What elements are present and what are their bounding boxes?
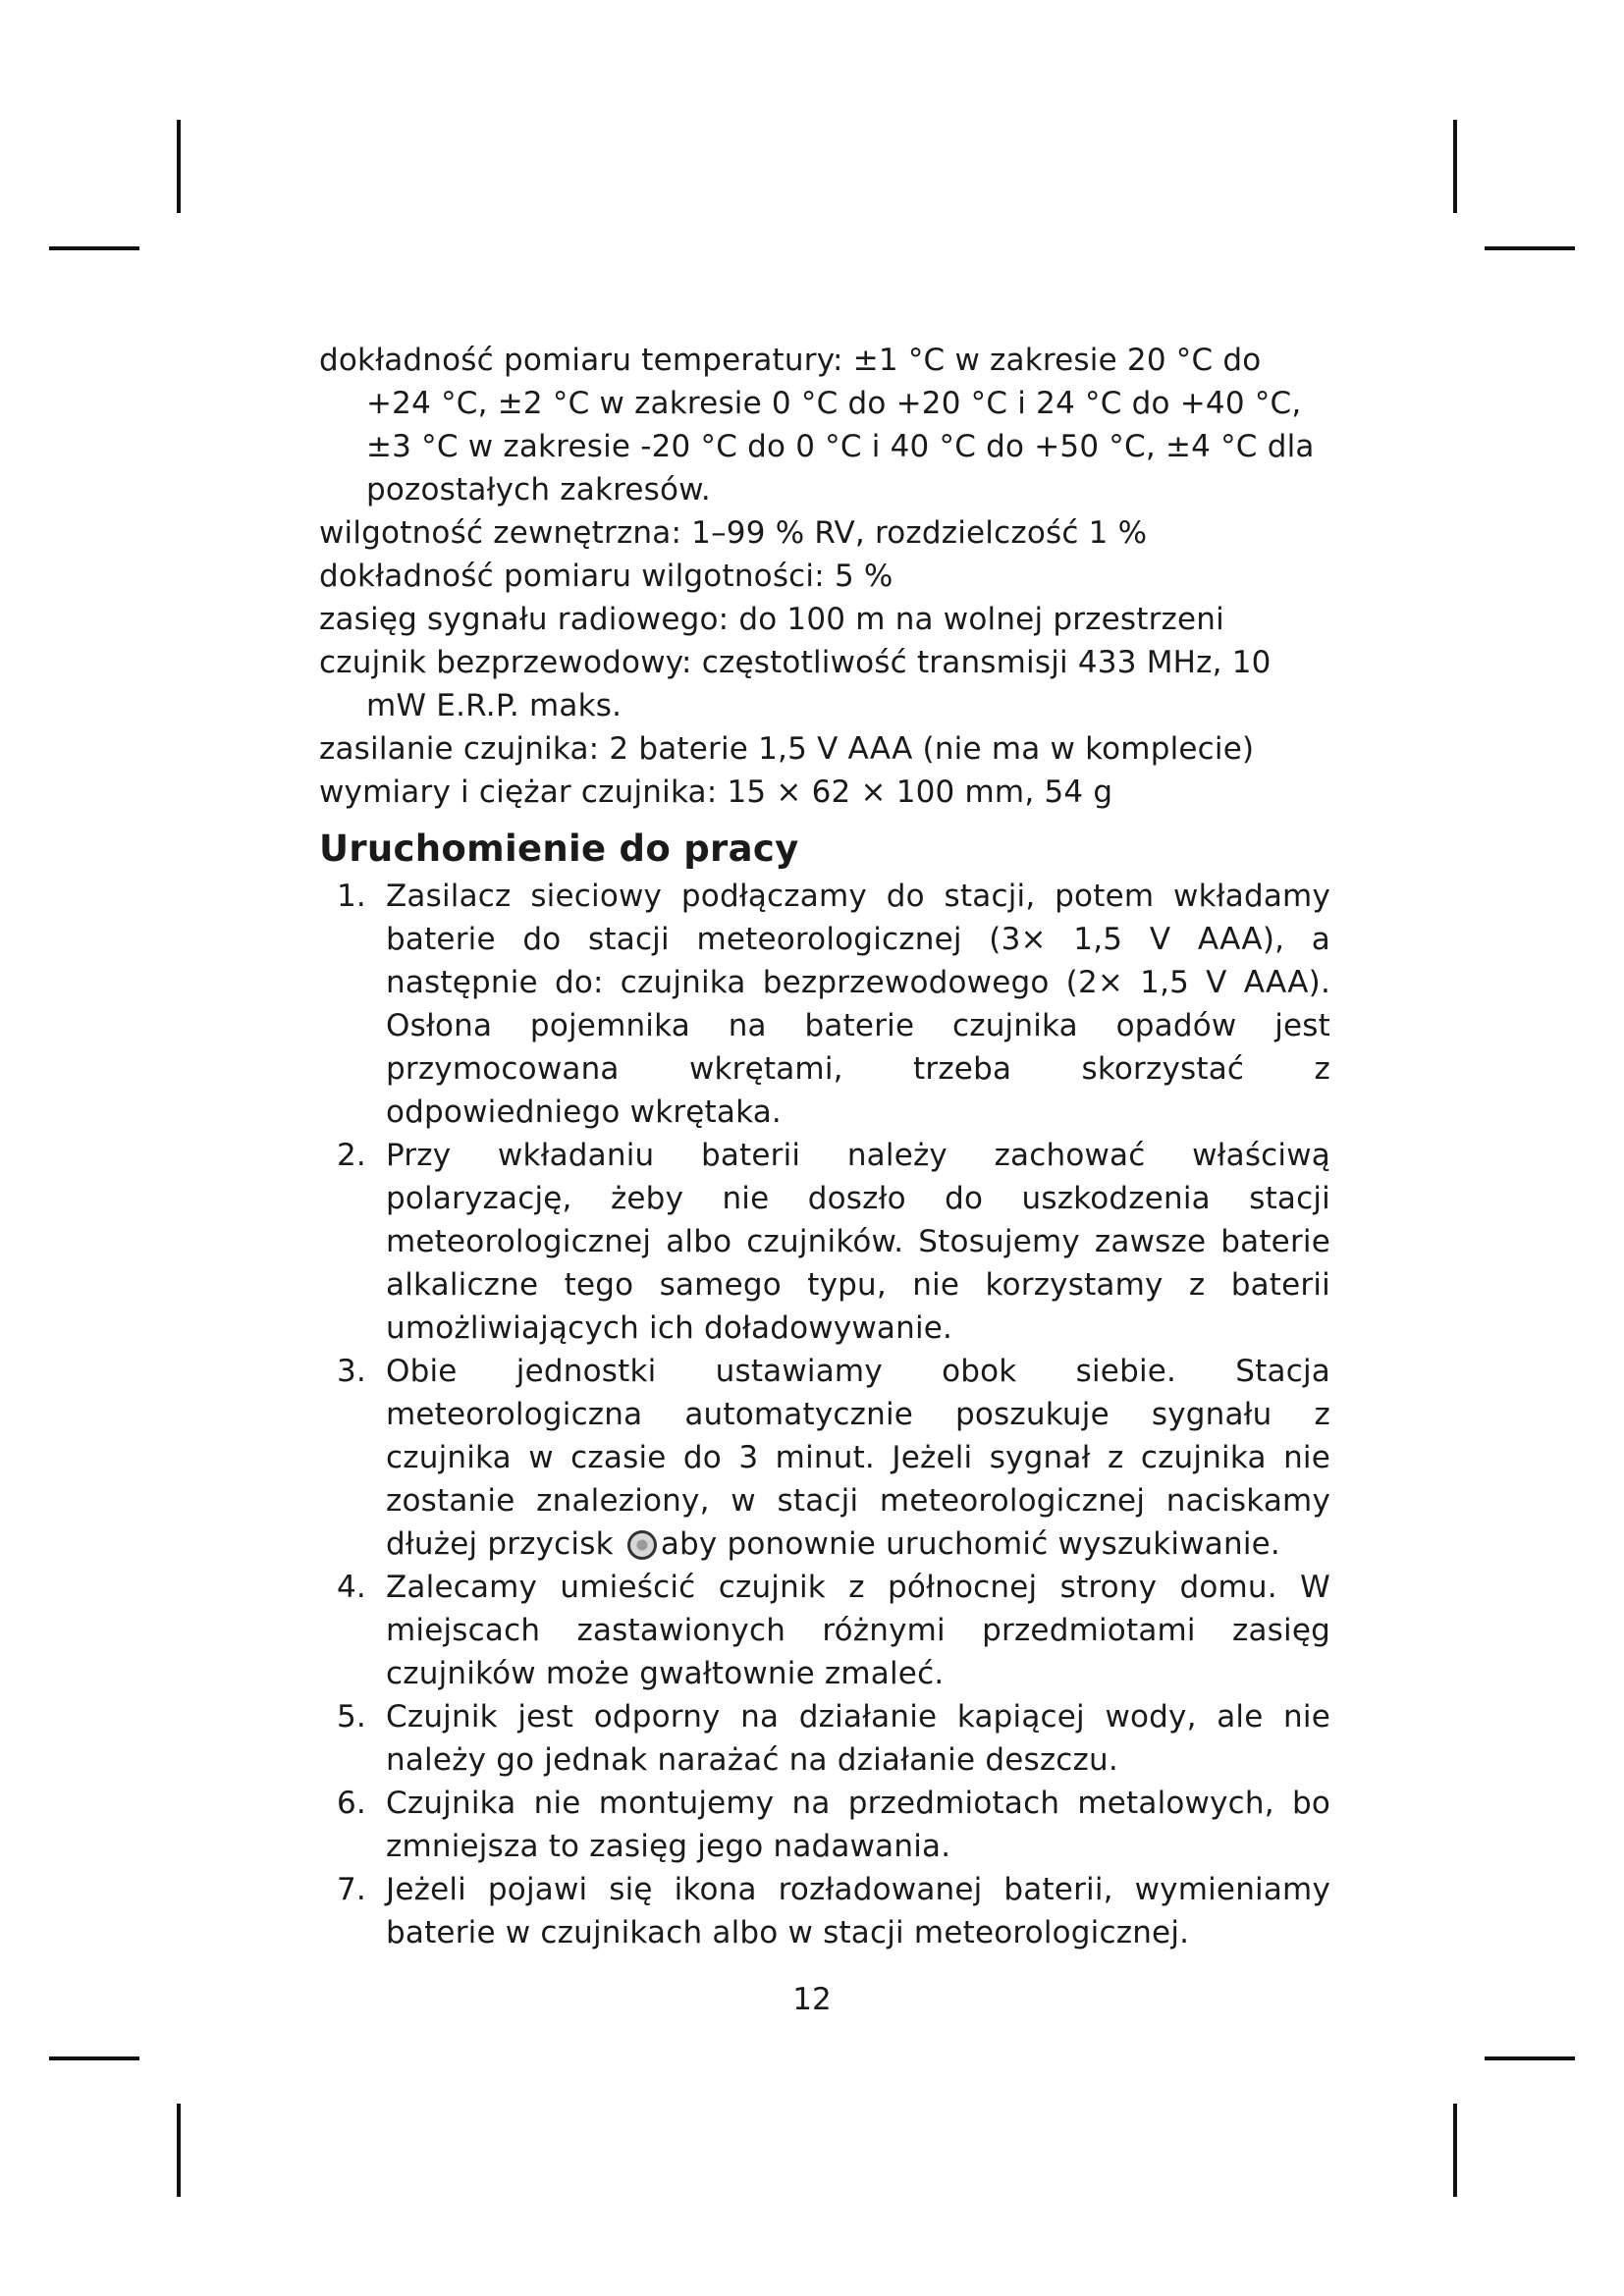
list-item	[319, 1782, 1330, 1868]
spec-temperature-accuracy: dokładność pomiaru temperatury: ±1 °C w zakresie 20 °C do +24 °C, ±2 °C w zakresie 0 °C do +20 °C i 24 °C do +40 °C, ±3 °C w zakresie -20 °C do 0 °C i 40 °C do +50 °C, ±4 °C dla pozostałych zakresów.	[319, 343, 1315, 507]
step-number: 7.	[337, 1872, 366, 1907]
list-item	[319, 1350, 1330, 1566]
crop-mark-top-right-horizontal	[1485, 246, 1575, 250]
step-number: 5.	[337, 1699, 366, 1735]
list-item	[319, 1868, 1330, 1954]
sensor-button-icon	[627, 1530, 657, 1560]
step-text: Jeżeli pojawi się ikona rozładowanej baterii, wymieniamy baterie w czujnikach albo w stacji meteorologicznej.	[386, 1872, 1330, 1950]
setup-steps-list	[319, 875, 1330, 1954]
step-text: Czujnika nie montujemy na przedmiotach metalowych, bo zmniejsza to zasięg jego nadawania.	[386, 1786, 1330, 1864]
spec-external-humidity: wilgotność zewnętrzna: 1–99 % RV, rozdzielczość 1 %	[319, 515, 1148, 551]
section-title: Uruchomienie do pracy	[319, 828, 799, 870]
list-item	[319, 875, 1330, 1134]
step-number: 6.	[337, 1786, 366, 1821]
step-number: 1.	[337, 879, 366, 914]
crop-mark-bottom-right-vertical	[1453, 2104, 1457, 2197]
step-text: Zasilacz sieciowy podłączamy do stacji, potem wkładamy baterie do stacji meteorologicznej (3× 1,5 V AAA), a następnie do: czujnika bezprzewodowego (2× 1,5 V AAA). Osłona pojemnika na baterie czujnika opadów jest przymocowana wkrętami, trzeba skorzystać z odpowiedniego wkrętaka.	[386, 879, 1330, 1130]
spec-humidity-accuracy: dokładność pomiaru wilgotności: 5 %	[319, 559, 893, 594]
crop-mark-bottom-left-horizontal	[49, 2056, 139, 2060]
step-text: Obie jednostki ustawiamy obok siebie. Stacja meteorologiczna automatycznie poszukuje sygnału z czujnika w czasie do 3 minut. Jeżeli sygnał z czujnika nie zostanie znaleziony, w stacji meteorologicznej naciskamy dłużej przycisk	[386, 1354, 1330, 1562]
crop-mark-bottom-left-vertical	[177, 2104, 181, 2197]
step-number: 3.	[337, 1354, 366, 1389]
step-text: Zalecamy umieścić czujnik z północnej strony domu. W miejscach zastawionych różnymi przedmiotami zasięg czujników może gwałtownie zmaleć.	[386, 1570, 1330, 1691]
crop-mark-top-left-horizontal	[49, 246, 139, 250]
spec-sensor-power: zasilanie czujnika: 2 baterie 1,5 V AAA (nie ma w komplecie)	[319, 731, 1255, 767]
step-number: 2.	[337, 1138, 366, 1173]
spec-wireless-sensor: czujnik bezprzewodowy: częstotliwość transmisji 433 MHz, 10 mW E.R.P. maks.	[319, 645, 1272, 723]
step-number: 4.	[337, 1570, 366, 1605]
list-item	[319, 1566, 1330, 1695]
crop-mark-top-right-vertical	[1453, 120, 1457, 213]
step-text: Przy wkładaniu baterii należy zachować właściwą polaryzację, żeby nie doszło do uszkodzenia stacji meteorologicznej albo czujników. Stosujemy zawsze baterie alkaliczne tego samego typu, nie korzystamy z baterii umożliwiających ich doładowywanie.	[386, 1138, 1330, 1346]
page-number: 12	[792, 1982, 832, 2017]
page-content	[319, 339, 1330, 1954]
specifications-list	[319, 339, 1330, 814]
list-item	[319, 1695, 1330, 1782]
crop-mark-bottom-right-horizontal	[1485, 2056, 1575, 2060]
step-text-continued: aby ponownie uruchomić wyszukiwanie.	[660, 1526, 1280, 1562]
crop-mark-top-left-vertical	[177, 120, 181, 213]
list-item	[319, 1134, 1330, 1350]
step-text: Czujnik jest odporny na działanie kapiącej wody, ale nie należy go jednak narażać na działanie deszczu.	[386, 1699, 1330, 1778]
spec-radio-range: zasięg sygnału radiowego: do 100 m na wolnej przestrzeni	[319, 602, 1224, 637]
spec-sensor-dimensions: wymiary i ciężar czujnika: 15 × 62 × 100 mm, 54 g	[319, 774, 1113, 810]
